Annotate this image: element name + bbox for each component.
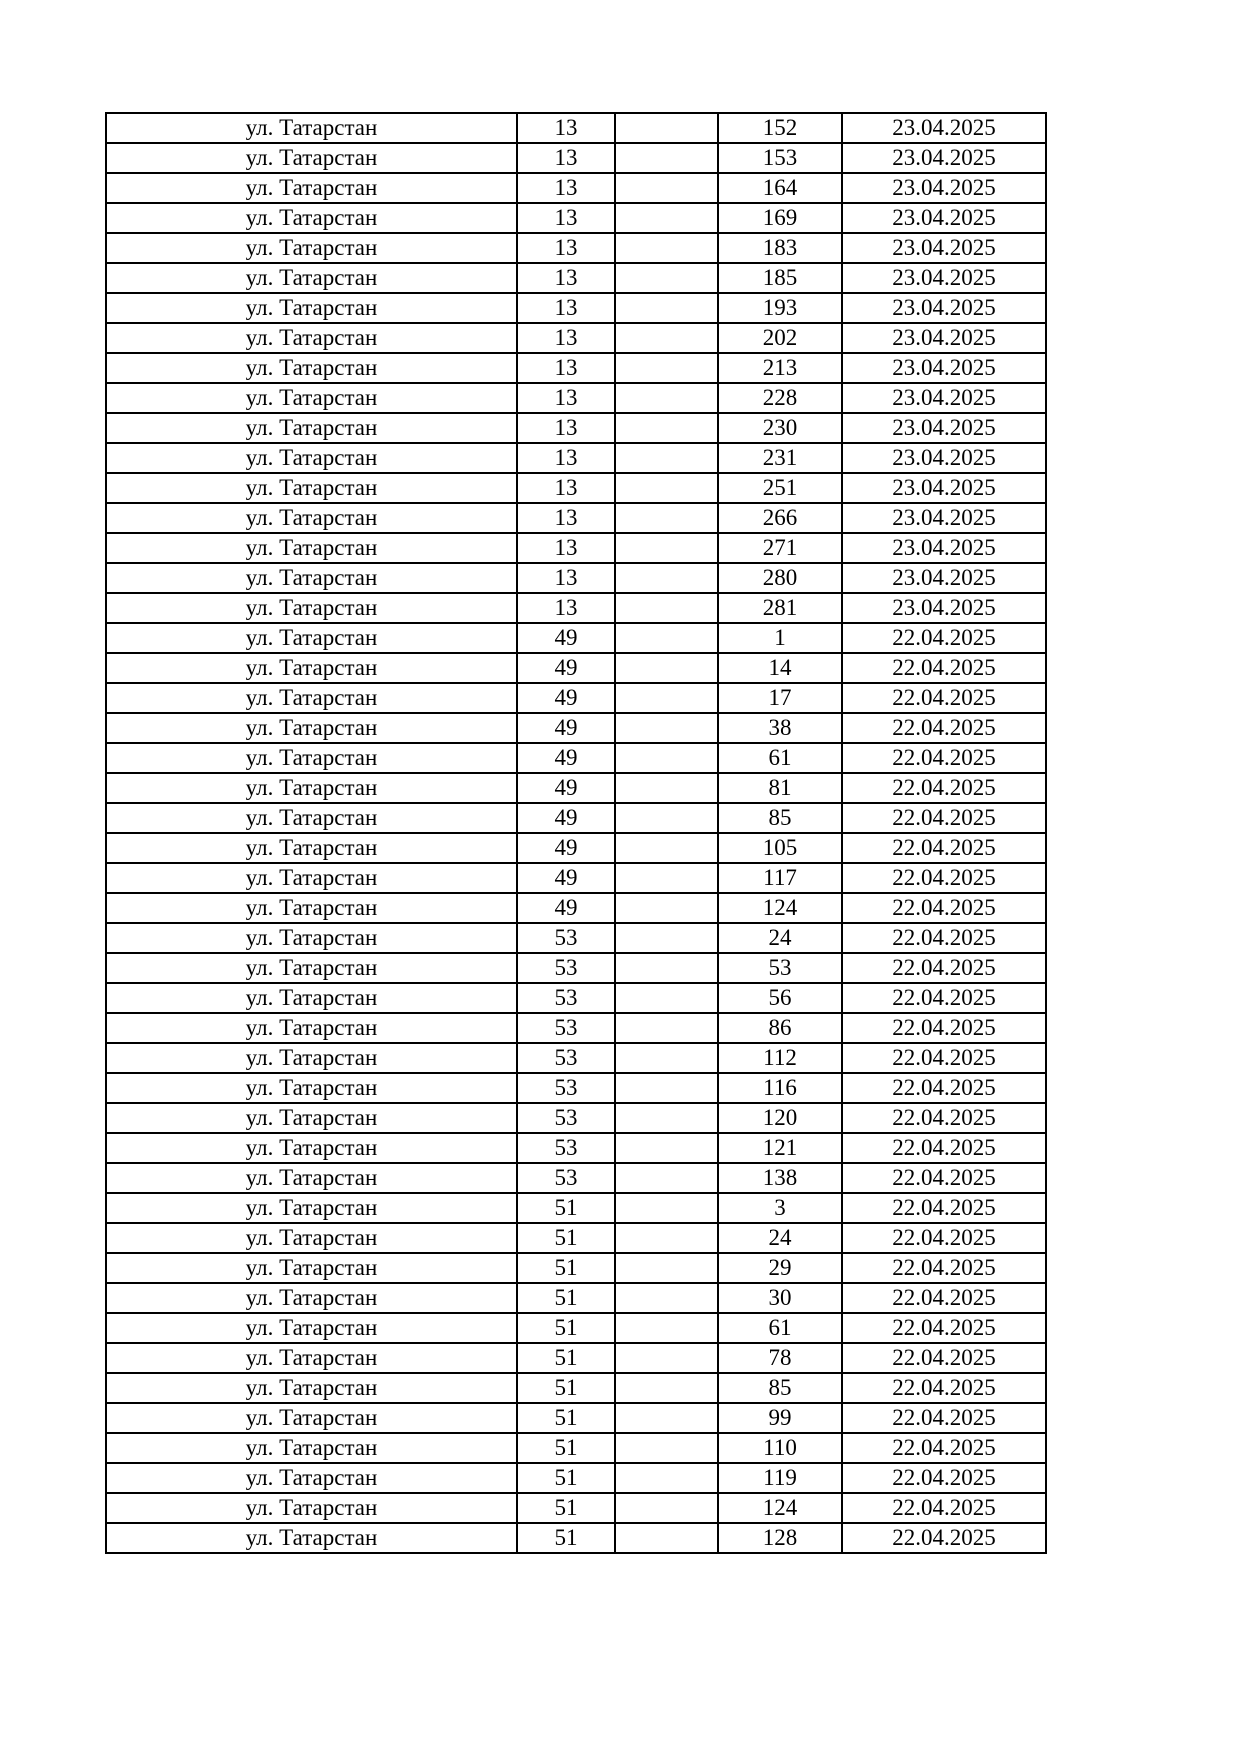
street-cell: ул. Татарстан [106,863,517,893]
date-cell: 22.04.2025 [842,1373,1046,1403]
apartment-number-cell: 183 [718,233,842,263]
empty-cell [615,1163,718,1193]
date-cell: 22.04.2025 [842,1043,1046,1073]
empty-cell [615,1433,718,1463]
empty-cell [615,953,718,983]
table-row [106,413,1046,443]
house-number-cell: 53 [517,983,615,1013]
street-cell: ул. Татарстан [106,893,517,923]
date-cell: 22.04.2025 [842,803,1046,833]
table-row [106,803,1046,833]
street-cell: ул. Татарстан [106,173,517,203]
empty-cell [615,1223,718,1253]
table-row [106,1013,1046,1043]
empty-cell [615,773,718,803]
street-cell: ул. Татарстан [106,113,517,143]
table-row [106,383,1046,413]
empty-cell [615,803,718,833]
empty-cell [615,1373,718,1403]
apartment-number-cell: 81 [718,773,842,803]
date-cell: 23.04.2025 [842,353,1046,383]
date-cell: 23.04.2025 [842,233,1046,263]
date-cell: 23.04.2025 [842,113,1046,143]
empty-cell [615,1253,718,1283]
date-cell: 22.04.2025 [842,773,1046,803]
house-number-cell: 13 [517,263,615,293]
empty-cell [615,1523,718,1553]
empty-cell [615,593,718,623]
address-table [105,112,1047,1554]
apartment-number-cell: 228 [718,383,842,413]
street-cell: ул. Татарстан [106,1493,517,1523]
date-cell: 23.04.2025 [842,173,1046,203]
empty-cell [615,833,718,863]
street-cell: ул. Татарстан [106,263,517,293]
apartment-number-cell: 138 [718,1163,842,1193]
street-cell: ул. Татарстан [106,203,517,233]
empty-cell [615,173,718,203]
street-cell: ул. Татарстан [106,923,517,953]
date-cell: 23.04.2025 [842,323,1046,353]
apartment-number-cell: 53 [718,953,842,983]
street-cell: ул. Татарстан [106,683,517,713]
apartment-number-cell: 124 [718,893,842,923]
street-cell: ул. Татарстан [106,1373,517,1403]
street-cell: ул. Татарстан [106,353,517,383]
house-number-cell: 13 [517,203,615,233]
table-row [106,533,1046,563]
apartment-number-cell: 124 [718,1493,842,1523]
street-cell: ул. Татарстан [106,803,517,833]
house-number-cell: 51 [517,1403,615,1433]
apartment-number-cell: 164 [718,173,842,203]
date-cell: 23.04.2025 [842,533,1046,563]
house-number-cell: 53 [517,1073,615,1103]
house-number-cell: 49 [517,713,615,743]
table-row [106,983,1046,1013]
table-row [106,293,1046,323]
house-number-cell: 51 [517,1223,615,1253]
table-row [106,443,1046,473]
house-number-cell: 13 [517,113,615,143]
table-row [106,473,1046,503]
empty-cell [615,1463,718,1493]
table-row [106,593,1046,623]
date-cell: 22.04.2025 [842,653,1046,683]
apartment-number-cell: 116 [718,1073,842,1103]
date-cell: 22.04.2025 [842,1193,1046,1223]
empty-cell [615,1283,718,1313]
apartment-number-cell: 128 [718,1523,842,1553]
street-cell: ул. Татарстан [106,1193,517,1223]
street-cell: ул. Татарстан [106,1253,517,1283]
house-number-cell: 13 [517,173,615,203]
date-cell: 22.04.2025 [842,1013,1046,1043]
date-cell: 22.04.2025 [842,1163,1046,1193]
table-row [106,1163,1046,1193]
table-row [106,1193,1046,1223]
empty-cell [615,143,718,173]
table-row [106,1433,1046,1463]
empty-cell [615,1403,718,1433]
street-cell: ул. Татарстан [106,1163,517,1193]
empty-cell [615,1343,718,1373]
street-cell: ул. Татарстан [106,293,517,323]
street-cell: ул. Татарстан [106,383,517,413]
street-cell: ул. Татарстан [106,143,517,173]
street-cell: ул. Татарстан [106,413,517,443]
house-number-cell: 49 [517,893,615,923]
empty-cell [615,863,718,893]
house-number-cell: 53 [517,1103,615,1133]
date-cell: 22.04.2025 [842,863,1046,893]
table-row [106,1313,1046,1343]
apartment-number-cell: 121 [718,1133,842,1163]
apartment-number-cell: 169 [718,203,842,233]
house-number-cell: 53 [517,1133,615,1163]
table-row [106,1343,1046,1373]
table-row [106,773,1046,803]
empty-cell [615,1073,718,1103]
apartment-number-cell: 266 [718,503,842,533]
date-cell: 23.04.2025 [842,563,1046,593]
apartment-number-cell: 271 [718,533,842,563]
date-cell: 23.04.2025 [842,503,1046,533]
house-number-cell: 13 [517,503,615,533]
street-cell: ул. Татарстан [106,653,517,683]
house-number-cell: 51 [517,1463,615,1493]
street-cell: ул. Татарстан [106,623,517,653]
date-cell: 22.04.2025 [842,983,1046,1013]
apartment-number-cell: 61 [718,743,842,773]
date-cell: 22.04.2025 [842,1403,1046,1433]
empty-cell [615,563,718,593]
empty-cell [615,233,718,263]
apartment-number-cell: 251 [718,473,842,503]
date-cell: 22.04.2025 [842,1133,1046,1163]
street-cell: ул. Татарстан [106,503,517,533]
date-cell: 22.04.2025 [842,833,1046,863]
house-number-cell: 53 [517,1163,615,1193]
table-row [106,923,1046,953]
table-row [106,1253,1046,1283]
table-row [106,863,1046,893]
house-number-cell: 49 [517,803,615,833]
apartment-number-cell: 119 [718,1463,842,1493]
apartment-number-cell: 193 [718,293,842,323]
street-cell: ул. Татарстан [106,533,517,563]
apartment-number-cell: 99 [718,1403,842,1433]
date-cell: 23.04.2025 [842,383,1046,413]
empty-cell [615,263,718,293]
table-row [106,713,1046,743]
apartment-number-cell: 112 [718,1043,842,1073]
table-row [106,623,1046,653]
date-cell: 22.04.2025 [842,683,1046,713]
date-cell: 23.04.2025 [842,473,1046,503]
date-cell: 22.04.2025 [842,1493,1046,1523]
empty-cell [615,323,718,353]
street-cell: ул. Татарстан [106,983,517,1013]
street-cell: ул. Татарстан [106,1013,517,1043]
table-row [106,113,1046,143]
empty-cell [615,683,718,713]
table-row [106,1133,1046,1163]
house-number-cell: 51 [517,1343,615,1373]
house-number-cell: 49 [517,773,615,803]
table-row [106,233,1046,263]
street-cell: ул. Татарстан [106,1433,517,1463]
house-number-cell: 53 [517,1043,615,1073]
date-cell: 23.04.2025 [842,203,1046,233]
house-number-cell: 49 [517,863,615,893]
street-cell: ул. Татарстан [106,833,517,863]
date-cell: 22.04.2025 [842,1223,1046,1253]
empty-cell [615,713,718,743]
empty-cell [615,1313,718,1343]
apartment-number-cell: 17 [718,683,842,713]
table-row [106,203,1046,233]
table-row [106,1403,1046,1433]
table-row [106,1223,1046,1253]
table-row [106,1463,1046,1493]
house-number-cell: 51 [517,1373,615,1403]
house-number-cell: 51 [517,1493,615,1523]
house-number-cell: 13 [517,413,615,443]
apartment-number-cell: 3 [718,1193,842,1223]
street-cell: ул. Татарстан [106,713,517,743]
date-cell: 22.04.2025 [842,743,1046,773]
table-row [106,323,1046,353]
street-cell: ул. Татарстан [106,1043,517,1073]
empty-cell [615,623,718,653]
house-number-cell: 53 [517,953,615,983]
date-cell: 22.04.2025 [842,923,1046,953]
apartment-number-cell: 86 [718,1013,842,1043]
date-cell: 23.04.2025 [842,413,1046,443]
date-cell: 22.04.2025 [842,1313,1046,1343]
table-row [106,743,1046,773]
house-number-cell: 51 [517,1253,615,1283]
street-cell: ул. Татарстан [106,1343,517,1373]
empty-cell [615,1193,718,1223]
date-cell: 22.04.2025 [842,1073,1046,1103]
house-number-cell: 49 [517,653,615,683]
house-number-cell: 13 [517,533,615,563]
apartment-number-cell: 78 [718,1343,842,1373]
empty-cell [615,743,718,773]
apartment-number-cell: 24 [718,923,842,953]
street-cell: ул. Татарстан [106,1073,517,1103]
apartment-number-cell: 14 [718,653,842,683]
table-row [106,893,1046,923]
empty-cell [615,983,718,1013]
apartment-number-cell: 110 [718,1433,842,1463]
house-number-cell: 53 [517,1013,615,1043]
date-cell: 22.04.2025 [842,623,1046,653]
empty-cell [615,353,718,383]
empty-cell [615,923,718,953]
table-row [106,1073,1046,1103]
apartment-number-cell: 30 [718,1283,842,1313]
table-row [106,143,1046,173]
table-row [106,833,1046,863]
table-row [106,503,1046,533]
empty-cell [615,503,718,533]
date-cell: 22.04.2025 [842,893,1046,923]
date-cell: 23.04.2025 [842,593,1046,623]
house-number-cell: 49 [517,683,615,713]
date-cell: 23.04.2025 [842,263,1046,293]
house-number-cell: 51 [517,1283,615,1313]
house-number-cell: 49 [517,833,615,863]
house-number-cell: 13 [517,293,615,323]
date-cell: 22.04.2025 [842,953,1046,983]
apartment-number-cell: 56 [718,983,842,1013]
house-number-cell: 13 [517,593,615,623]
apartment-number-cell: 120 [718,1103,842,1133]
empty-cell [615,893,718,923]
street-cell: ул. Татарстан [106,593,517,623]
date-cell: 22.04.2025 [842,1463,1046,1493]
table-row [106,563,1046,593]
empty-cell [615,653,718,683]
empty-cell [615,1103,718,1133]
apartment-number-cell: 202 [718,323,842,353]
date-cell: 23.04.2025 [842,143,1046,173]
empty-cell [615,113,718,143]
house-number-cell: 51 [517,1433,615,1463]
empty-cell [615,203,718,233]
house-number-cell: 13 [517,443,615,473]
table-row [106,353,1046,383]
house-number-cell: 13 [517,473,615,503]
empty-cell [615,413,718,443]
apartment-number-cell: 185 [718,263,842,293]
date-cell: 23.04.2025 [842,293,1046,323]
empty-cell [615,1493,718,1523]
apartment-number-cell: 1 [718,623,842,653]
street-cell: ул. Татарстан [106,1223,517,1253]
table-row [106,263,1046,293]
house-number-cell: 51 [517,1523,615,1553]
apartment-number-cell: 29 [718,1253,842,1283]
empty-cell [615,443,718,473]
empty-cell [615,383,718,413]
apartment-number-cell: 105 [718,833,842,863]
apartment-number-cell: 281 [718,593,842,623]
apartment-number-cell: 153 [718,143,842,173]
date-cell: 23.04.2025 [842,443,1046,473]
house-number-cell: 13 [517,563,615,593]
street-cell: ул. Татарстан [106,773,517,803]
table-row [106,653,1046,683]
date-cell: 22.04.2025 [842,1523,1046,1553]
apartment-number-cell: 280 [718,563,842,593]
empty-cell [615,533,718,563]
street-cell: ул. Татарстан [106,233,517,263]
street-cell: ул. Татарстан [106,1103,517,1133]
street-cell: ул. Татарстан [106,1313,517,1343]
empty-cell [615,293,718,323]
table-row [106,1043,1046,1073]
house-number-cell: 49 [517,743,615,773]
apartment-number-cell: 213 [718,353,842,383]
street-cell: ул. Татарстан [106,743,517,773]
table-row [106,683,1046,713]
apartment-number-cell: 38 [718,713,842,743]
table-row [106,1493,1046,1523]
table-row [106,1523,1046,1553]
apartment-number-cell: 230 [718,413,842,443]
house-number-cell: 49 [517,623,615,653]
street-cell: ул. Татарстан [106,473,517,503]
empty-cell [615,473,718,503]
house-number-cell: 13 [517,383,615,413]
street-cell: ул. Татарстан [106,953,517,983]
house-number-cell: 53 [517,923,615,953]
house-number-cell: 13 [517,143,615,173]
apartment-number-cell: 85 [718,1373,842,1403]
table-row [106,173,1046,203]
street-cell: ул. Татарстан [106,1463,517,1493]
table-body [106,113,1046,1553]
date-cell: 22.04.2025 [842,1433,1046,1463]
house-number-cell: 51 [517,1193,615,1223]
table-row [106,1283,1046,1313]
apartment-number-cell: 231 [718,443,842,473]
street-cell: ул. Татарстан [106,1133,517,1163]
house-number-cell: 13 [517,323,615,353]
table-row [106,953,1046,983]
street-cell: ул. Татарстан [106,323,517,353]
street-cell: ул. Татарстан [106,1523,517,1553]
street-cell: ул. Татарстан [106,443,517,473]
street-cell: ул. Татарстан [106,1283,517,1313]
date-cell: 22.04.2025 [842,1343,1046,1373]
empty-cell [615,1043,718,1073]
table-row [106,1373,1046,1403]
date-cell: 22.04.2025 [842,1253,1046,1283]
apartment-number-cell: 24 [718,1223,842,1253]
table-row [106,1103,1046,1133]
apartment-number-cell: 85 [718,803,842,833]
apartment-number-cell: 152 [718,113,842,143]
street-cell: ул. Татарстан [106,1403,517,1433]
empty-cell [615,1133,718,1163]
apartment-number-cell: 61 [718,1313,842,1343]
apartment-number-cell: 117 [718,863,842,893]
empty-cell [615,1013,718,1043]
date-cell: 22.04.2025 [842,1103,1046,1133]
date-cell: 22.04.2025 [842,713,1046,743]
street-cell: ул. Татарстан [106,563,517,593]
house-number-cell: 51 [517,1313,615,1343]
house-number-cell: 13 [517,233,615,263]
date-cell: 22.04.2025 [842,1283,1046,1313]
house-number-cell: 13 [517,353,615,383]
